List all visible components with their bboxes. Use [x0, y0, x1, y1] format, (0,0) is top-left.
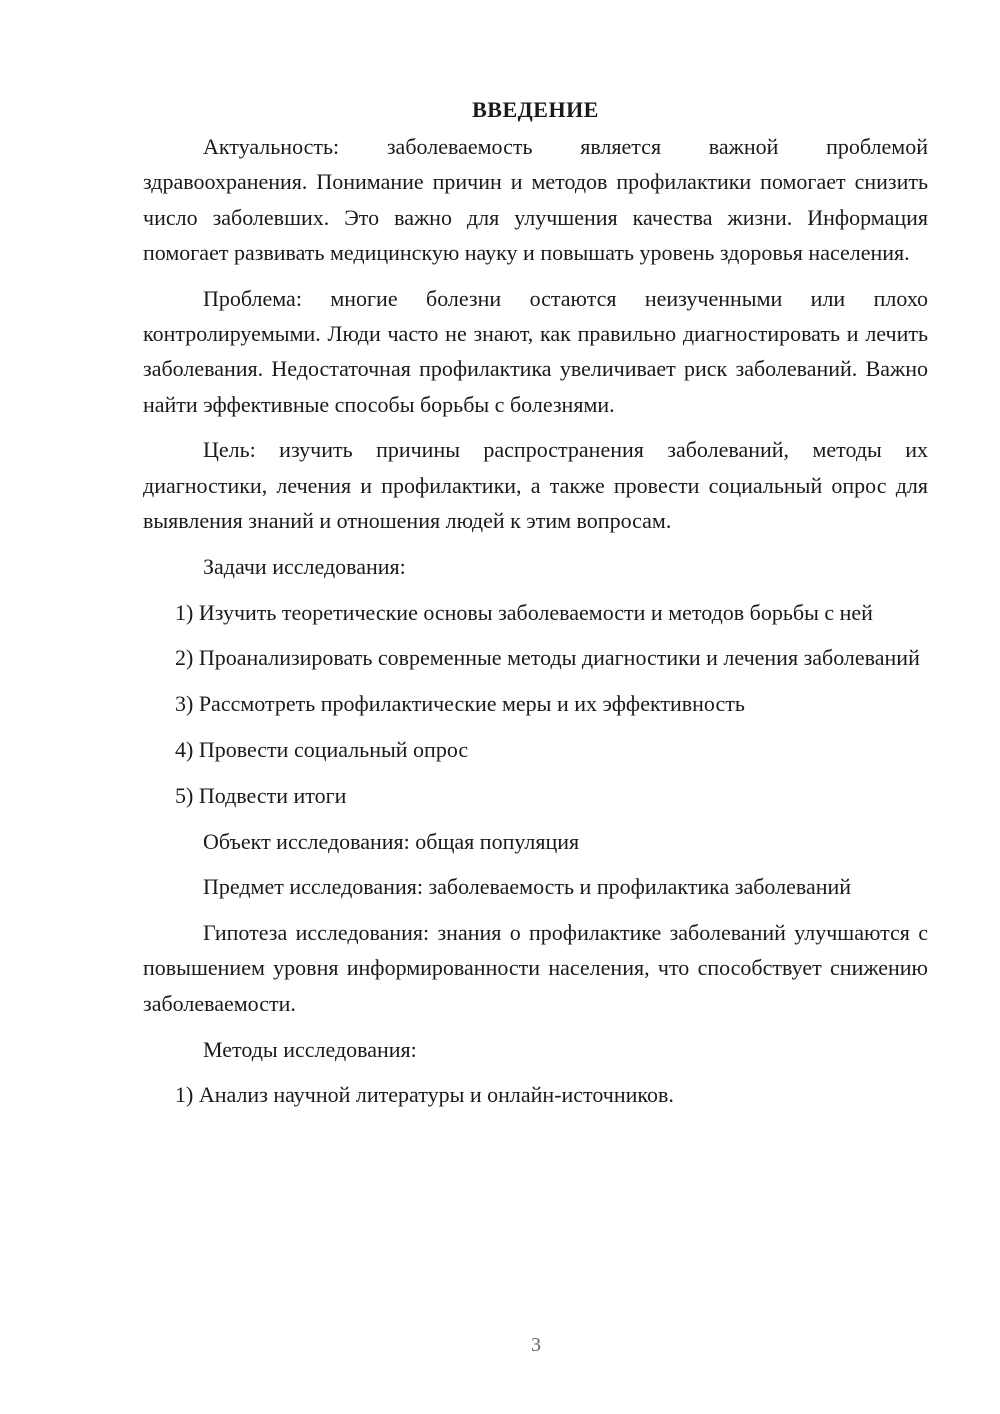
task-item-3: 3) Рассмотреть профилактические меры и их эффективность	[175, 691, 745, 717]
task-item-5: 5) Подвести итоги	[175, 782, 347, 808]
task-item-4: 4) Провести социальный опрос	[175, 736, 469, 762]
method-item-1: 1) Анализ научной литературы и онлайн-источников.	[175, 1082, 674, 1108]
subject-paragraph: Предмет исследования: заболеваемость и профилактика заболеваний	[203, 874, 852, 900]
methods-heading: Методы исследования:	[203, 1036, 417, 1062]
object-line: Объект исследования: общая популяция	[203, 828, 580, 854]
task-item-2: 2) Проанализировать современные методы диагностики и лечения заболеваний	[175, 645, 920, 671]
task-item-1: 1) Изучить теоретические основы заболеваемости и методов борьбы с ней	[175, 599, 873, 625]
page-title: ВВЕДЕНИЕ	[472, 97, 599, 122]
problem-paragraph: Проблема: многие болезни остаются неизученными или плохо контролируемыми. Люди часто не знают, как правильно диагностировать и лечить заболевания. Недостаточная профилактика увеличивает риск заболеваний. Важно найти эффективные способы борьбы с болезнями.	[143, 285, 928, 417]
tasks-heading: Задачи исследования:	[203, 553, 406, 579]
goal-paragraph: Цель: изучить причины распространения заболеваний, методы их диагностики, лечения и профилактики, а также провести социальный опрос для выявления знаний и отношения людей к этим вопросам.	[143, 437, 928, 533]
page-number: 3	[531, 1334, 541, 1356]
hypothesis-paragraph: Гипотеза исследования: знания о профилактике заболеваний улучшаются с повышением уровня информированности населения, что способствует снижению заболеваемости.	[143, 920, 928, 1016]
document-page	[143, 95, 928, 1123]
relevance-paragraph: Актуальность: заболеваемость является важной проблемой здравоохранения. Понимание причин и методов профилактики помогает снизить число заболевших. Это важно для улучшения качества жизни. Информация помогает развивать медицинскую науку и повышать уровень здоровья населения.	[143, 134, 928, 265]
